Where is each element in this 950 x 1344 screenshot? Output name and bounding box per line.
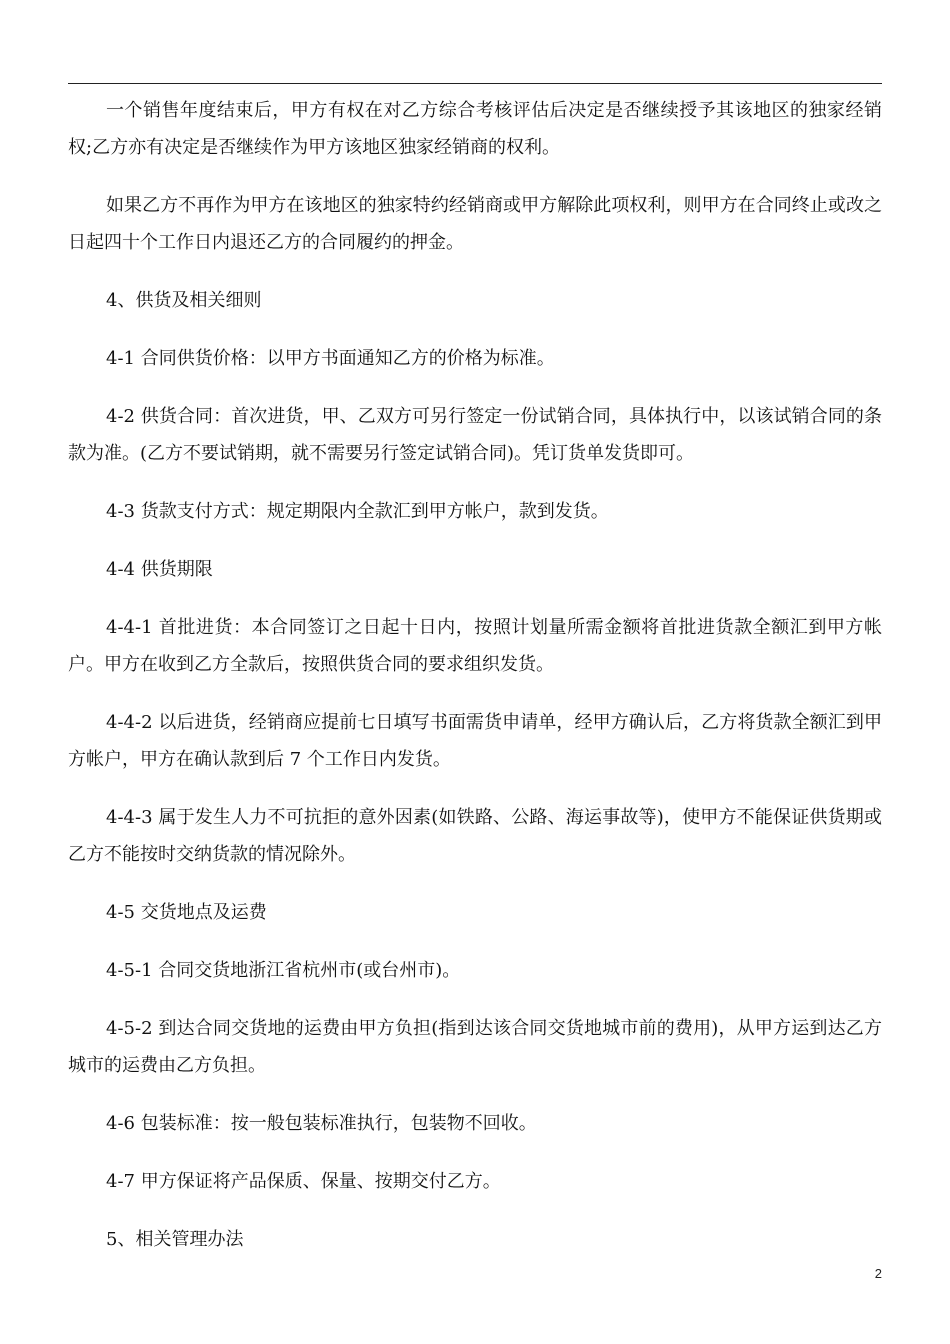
header-rule <box>68 83 882 84</box>
page-number: 2 <box>874 1266 882 1281</box>
section-heading-management: 5、相关管理办法 <box>106 1229 244 1250</box>
clause-4-7: 4-7 甲方保证将产品保质、保量、按期交付乙方。 <box>106 1171 501 1192</box>
clause-4-4: 4-4 供货期限 <box>106 559 213 580</box>
clause-4-5-1: 4-5-1 合同交货地浙江省杭州市(或台州市)。 <box>106 960 461 981</box>
section-heading-supply: 4、供货及相关细则 <box>106 290 262 311</box>
clause-4-5-2: 4-5-2 到达合同交货地的运费由甲方负担(指到达该合同交货地城市前的费用)，从甲方运到达乙方城市的运费由乙方负担。 <box>68 1018 882 1076</box>
clause-4-4-2: 4-4-2 以后进货，经销商应提前七日填写书面需货申请单，经甲方确认后，乙方将货款全额汇到甲方帐户，甲方在确认款到后 7 个工作日内发货。 <box>68 712 882 770</box>
clause-4-4-3: 4-4-3 属于发生人力不可抗拒的意外因素(如铁路、公路、海运事故等)，使甲方不能保证供货期或乙方不能按时交纳货款的情况除外。 <box>68 807 882 865</box>
clause-4-6: 4-6 包装标准：按一般包装标准执行，包装物不回收。 <box>106 1113 537 1134</box>
paragraph-deposit-refund: 如果乙方不再作为甲方在该地区的独家特约经销商或甲方解除此项权利，则甲方在合同终止或改之日起四十个工作日内退还乙方的合同履约的押金。 <box>68 195 882 253</box>
clause-4-5: 4-5 交货地点及运费 <box>106 902 267 923</box>
paragraph-renewal: 一个销售年度结束后，甲方有权在对乙方综合考核评估后决定是否继续授予其该地区的独家经销权;乙方亦有决定是否继续作为甲方该地区独家经销商的权利。 <box>68 100 882 158</box>
document-body <box>68 92 882 1279</box>
clause-4-2: 4-2 供货合同：首次进货，甲、乙双方可另行签定一份试销合同，具体执行中，以该试销合同的条款为准。(乙方不要试销期，就不需要另行签定试销合同)。凭订货单发货即可。 <box>68 406 882 464</box>
clause-4-4-1: 4-4-1 首批进货：本合同签订之日起十日内，按照计划量所需金额将首批进货款全额汇到甲方帐户。甲方在收到乙方全款后，按照供货合同的要求组织发货。 <box>68 617 882 675</box>
clause-4-3: 4-3 货款支付方式：规定期限内全款汇到甲方帐户，款到发货。 <box>106 501 609 522</box>
clause-4-1: 4-1 合同供货价格：以甲方书面通知乙方的价格为标准。 <box>106 348 555 369</box>
